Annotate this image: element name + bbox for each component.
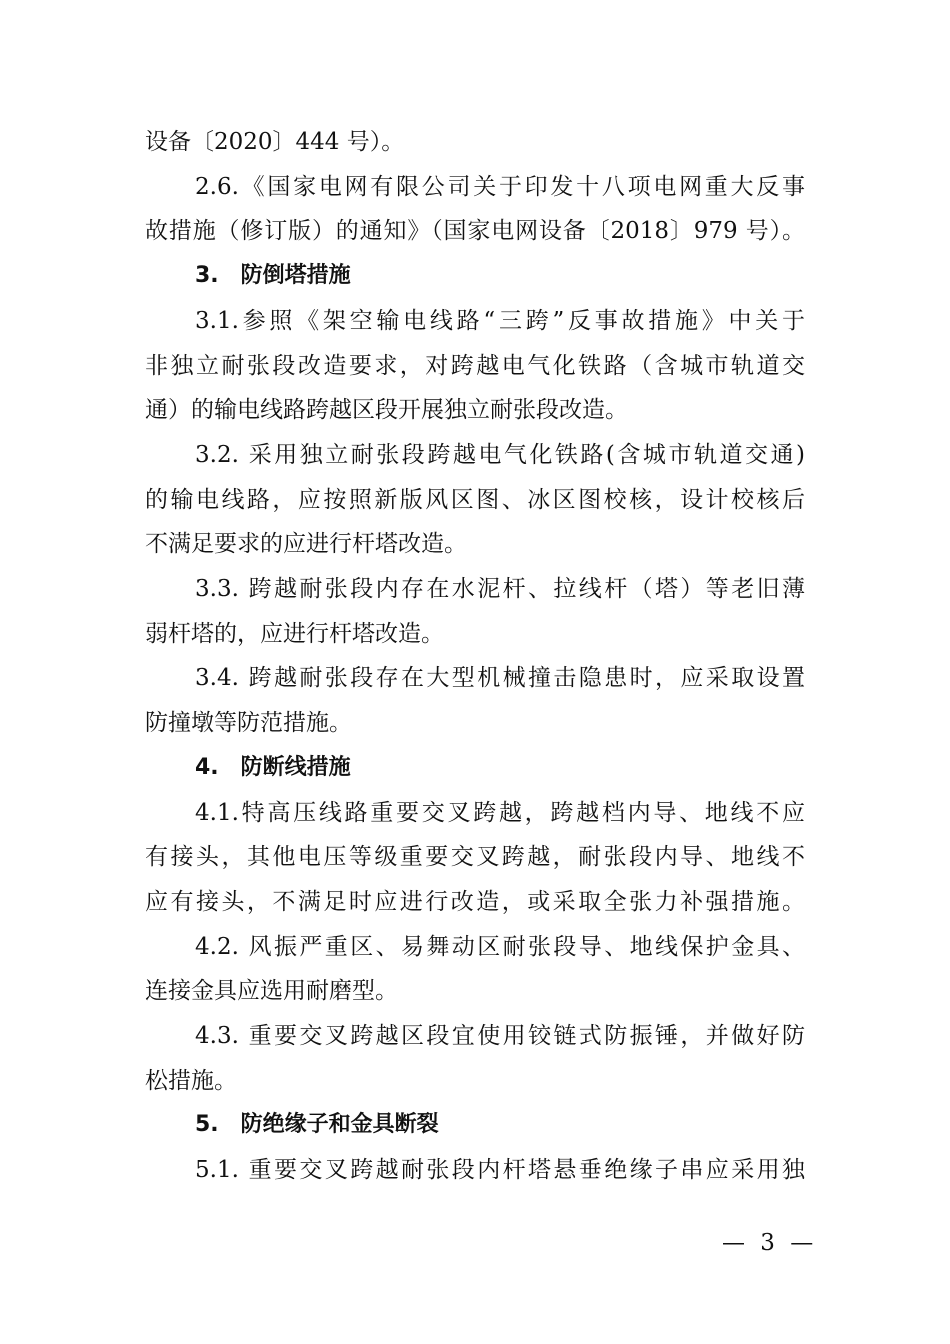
text-line: 连接金具应选用耐磨型。: [145, 978, 398, 1005]
text-line: 非独立耐张段改造要求，对跨越电气化铁路（含城市轨道交: [145, 352, 805, 379]
text-line: 4.2. 风振严重区、易舞动区耐张段导、地线保护金具、: [195, 933, 805, 960]
section-heading: 5. 防绝缘子和金具断裂: [195, 1112, 439, 1138]
text-line: 应有接头，不满足时应进行改造，或采取全张力补强措施。: [145, 888, 805, 915]
text-line: 3.4. 跨越耐张段存在大型机械撞击隐患时，应采取设置: [195, 665, 805, 692]
text-line: 3.3. 跨越耐张段内存在水泥杆、拉线杆（塔）等老旧薄: [195, 576, 805, 602]
text-line: 故措施（修订版）的通知》（国家电网设备〔2018〕979 号）。: [145, 218, 805, 245]
text-line: 不满足要求的应进行杆塔改造。: [145, 531, 467, 558]
text-line: 3.1.参照《架空输电线路“三跨”反事故措施》中关于: [195, 307, 805, 334]
text-line: 2.6.《国家电网有限公司关于印发十八项电网重大反事: [195, 173, 805, 200]
text-line: 4.1.特高压线路重要交叉跨越，跨越档内导、地线不应: [195, 799, 805, 826]
text-line: 松措施。: [145, 1067, 237, 1094]
page-number: — 3 —: [722, 1230, 818, 1256]
text-line: 4.3. 重要交叉跨越区段宜使用铰链式防振锤，并做好防: [195, 1023, 805, 1049]
text-line: 有接头，其他电压等级重要交叉跨越，耐张段内导、地线不: [145, 844, 805, 871]
section-heading: 3. 防倒塔措施: [195, 263, 351, 289]
section-heading: 4. 防断线措施: [195, 754, 351, 780]
text-line: 5.1. 重要交叉跨越耐张段内杆塔悬垂绝缘子串应采用独: [195, 1157, 805, 1184]
text-line: 防撞墩等防范措施。: [145, 710, 352, 737]
text-line: 设备〔2020〕444 号）。: [145, 129, 405, 155]
text-line: 的输电线路，应按照新版风区图、冰区图校核，设计校核后: [145, 486, 805, 513]
text-line: 3.2. 采用独立耐张段跨越电气化铁路(含城市轨道交通): [195, 441, 805, 468]
text-line: 通）的输电线路跨越区段开展独立耐张段改造。: [145, 397, 628, 424]
text-line: 弱杆塔的，应进行杆塔改造。: [145, 620, 444, 647]
